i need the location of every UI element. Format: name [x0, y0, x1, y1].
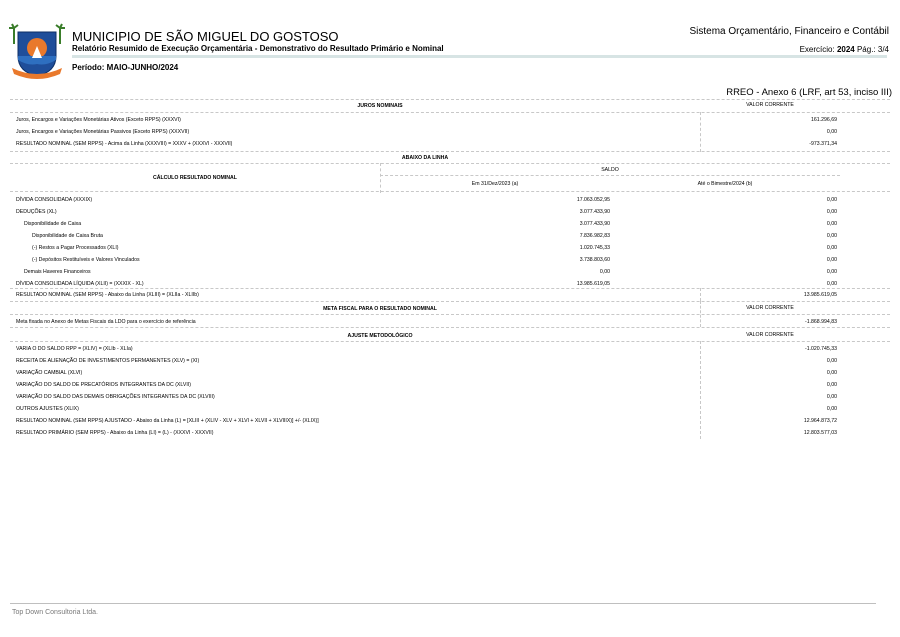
row-label: RESULTADO PRIMÁRIO (SEM RPPS) - Abaixo da Linha (LI) = (L) - (XXXVI - XXXVII) — [16, 430, 214, 436]
table-row — [10, 415, 840, 427]
row-label: OUTROS AJUSTES (XLIX) — [16, 406, 79, 412]
row-value: -1.868.994,83 — [804, 319, 837, 325]
row-label: Juros, Encargos e Variações Monetárias Ativos (Exceto RPPS) (XXXVI) — [16, 117, 181, 123]
row-label: RESULTADO NOMINAL (SEM RPPS) AJUSTADO - Abaixo da Linha (L) = [XLIII + (XLIV - XLV + XLVI + XLVII + XLVIIIX)] +/- (XLIX)] — [16, 418, 319, 424]
system-name: Sistema Orçamentário, Financeiro e Contábil — [689, 26, 889, 37]
row-label: RESULTADO NOMINAL (SEM RPPS) - Acima da Linha (XXXVIII) = XXXV + (XXXVI - XXXVII) — [16, 141, 233, 147]
column-divider — [700, 301, 701, 327]
header-divider — [72, 55, 887, 58]
table-row — [10, 367, 840, 379]
table-row — [10, 230, 840, 242]
municipal-coat-of-arms-logo — [6, 22, 68, 80]
divider — [10, 151, 890, 152]
row-label: RESULTADO NOMINAL (SEM RPPS) - Abaixo da Linha (XLIII) = (XLIIa - XLIIb) — [16, 292, 199, 298]
row-value: 161.296,69 — [811, 117, 837, 123]
column-header-valor-corrente: VALOR CORRENTE — [746, 102, 794, 108]
table-row — [10, 242, 840, 254]
column-header-dez-2023: Em 31/Dez/2023 (a) — [471, 181, 519, 187]
divider — [10, 191, 890, 192]
row-value-a: 3.077.433,90 — [579, 221, 610, 227]
section-title-meta: META FISCAL PARA O RESULTADO NOMINAL — [323, 306, 437, 312]
row-label: VARIAÇÃO DO SALDO DAS DEMAIS OBRIGAÇÕES INTEGRANTES DA DC (XLVIII) — [16, 394, 215, 400]
row-label: VARIA O DO SALDO RPP = (XLIV) = (XLIb - XLIa) — [16, 346, 133, 352]
divider — [10, 163, 890, 164]
annex-reference: RREO - Anexo 6 (LRF, art 53, inciso III) — [726, 87, 892, 98]
row-value: -973.371,34 — [809, 141, 837, 147]
section-title-ajuste: AJUSTE METODOLÓGICO — [347, 333, 413, 339]
table-row — [10, 114, 840, 126]
table-row — [10, 379, 840, 391]
row-value-b: 0,00 — [826, 257, 837, 263]
row-value-b: 0,00 — [826, 245, 837, 251]
divider — [10, 301, 890, 302]
column-header-valor-corrente: VALOR CORRENTE — [746, 305, 794, 311]
row-label: Demais Haveres Financeiros — [24, 269, 91, 275]
row-value: 0,00 — [826, 370, 837, 376]
column-header-valor-corrente: VALOR CORRENTE — [746, 332, 794, 338]
section-title-abaixo: ABAIXO DA LINHA — [401, 155, 449, 161]
divider — [10, 341, 890, 342]
fiscal-year-and-page — [800, 45, 889, 54]
divider — [10, 327, 890, 328]
table-row — [10, 194, 840, 206]
row-value-a: 3.077.433,90 — [579, 209, 610, 215]
table-row — [10, 427, 840, 439]
report-title: Relatório Resumido de Execução Orçamentária - Demonstrativo do Resultado Primário e Nominal — [72, 44, 444, 53]
row-label: (-) Restos a Pagar Processados (XLI) — [32, 245, 119, 251]
row-label: DÍVIDA CONSOLIDADA (XXXIX) — [16, 197, 93, 203]
row-label: DEDUÇÕES (XL) — [16, 209, 57, 215]
row-label: VARIAÇÃO CAMBIAL (XLVI) — [16, 370, 83, 376]
table-row — [10, 254, 840, 266]
table-row — [10, 343, 840, 355]
row-value-a: 3.738.803,60 — [579, 257, 610, 263]
row-value: -1.020.745,33 — [804, 346, 837, 352]
row-value: 12.803.577,03 — [803, 430, 837, 436]
row-value-a: 7.836.982,83 — [579, 233, 610, 239]
table-row — [10, 138, 840, 150]
column-header-saldo: SALDO — [601, 167, 619, 173]
divider — [10, 314, 890, 315]
table-row — [10, 289, 840, 301]
row-value: 13.985.619,05 — [803, 292, 837, 298]
row-value-b: 0,00 — [826, 221, 837, 227]
page-number: Pág.: 3/4 — [856, 45, 889, 54]
table-row — [10, 218, 840, 230]
row-label: VARIAÇÃO DO SALDO DE PRECATÓRIOS INTEGRANTES DA DC (XLVII) — [16, 382, 191, 388]
footer-divider — [10, 603, 876, 604]
table-row — [10, 355, 840, 367]
row-value-b: 0,00 — [826, 197, 837, 203]
section-title-juros: JUROS NOMINAIS — [357, 103, 403, 109]
divider — [380, 175, 840, 176]
column-divider — [700, 341, 701, 439]
table-row — [10, 266, 840, 278]
row-value: 0,00 — [826, 129, 837, 135]
row-value: 0,00 — [826, 358, 837, 364]
column-divider — [700, 288, 701, 301]
row-value: 0,00 — [826, 382, 837, 388]
row-label: Juros, Encargos e Variações Monetárias Passivos (Exceto RPPS) (XXXVII) — [16, 129, 190, 135]
fiscal-year: 2024 — [836, 45, 855, 54]
row-value-b: 0,00 — [826, 281, 837, 287]
table-row — [10, 126, 840, 138]
divider — [10, 99, 890, 100]
row-value-b: 0,00 — [826, 269, 837, 275]
row-value: 0,00 — [826, 406, 837, 412]
table-row — [10, 391, 840, 403]
column-header-bimestre-2024: Até o Bimestre/2024 (b) — [697, 181, 753, 187]
column-divider — [700, 112, 701, 152]
row-label: (-) Depósitos Restituíveis e Valores Vinculados — [32, 257, 140, 263]
column-divider — [380, 163, 381, 193]
row-value-b: 0,00 — [826, 233, 837, 239]
municipality-name: MUNICIPIO DE SÃO MIGUEL DO GOSTOSO — [72, 29, 339, 44]
row-value-a: 1.020.745,33 — [579, 245, 610, 251]
divider — [10, 112, 890, 113]
row-label: Meta fixada no Anexo de Metas Fiscais da LDO para o exercício de referência — [16, 319, 196, 325]
row-value-a: 0,00 — [599, 269, 610, 275]
row-value-a: 13.985.619,05 — [576, 281, 610, 287]
row-value: 0,00 — [826, 394, 837, 400]
row-label: Disponibilidade de Caixa — [24, 221, 82, 227]
table-row — [10, 206, 840, 218]
row-value: 12.964.873,72 — [803, 418, 837, 424]
footer-text: Top Down Consultoria Ltda. — [12, 609, 98, 616]
row-label: DÍVIDA CONSOLIDADA LÍQUIDA (XLII) = (XXXIX - XL) — [16, 281, 144, 287]
fiscal-year-label: Exercício: — [799, 45, 835, 54]
report-period: Período: MAIO-JUNHO/2024 — [72, 63, 179, 72]
row-label: Disponibilidade de Caixa Bruta — [32, 233, 103, 239]
section-title-calculo: CÁLCULO RESULTADO NOMINAL — [153, 175, 237, 181]
row-value-a: 17.063.052,95 — [576, 197, 610, 203]
table-row — [10, 403, 840, 415]
row-value-b: 0,00 — [826, 209, 837, 215]
row-label: RECEITA DE ALIENAÇÃO DE INVESTIMENTOS PERMANENTES (XLV) = (XI) — [16, 358, 200, 364]
